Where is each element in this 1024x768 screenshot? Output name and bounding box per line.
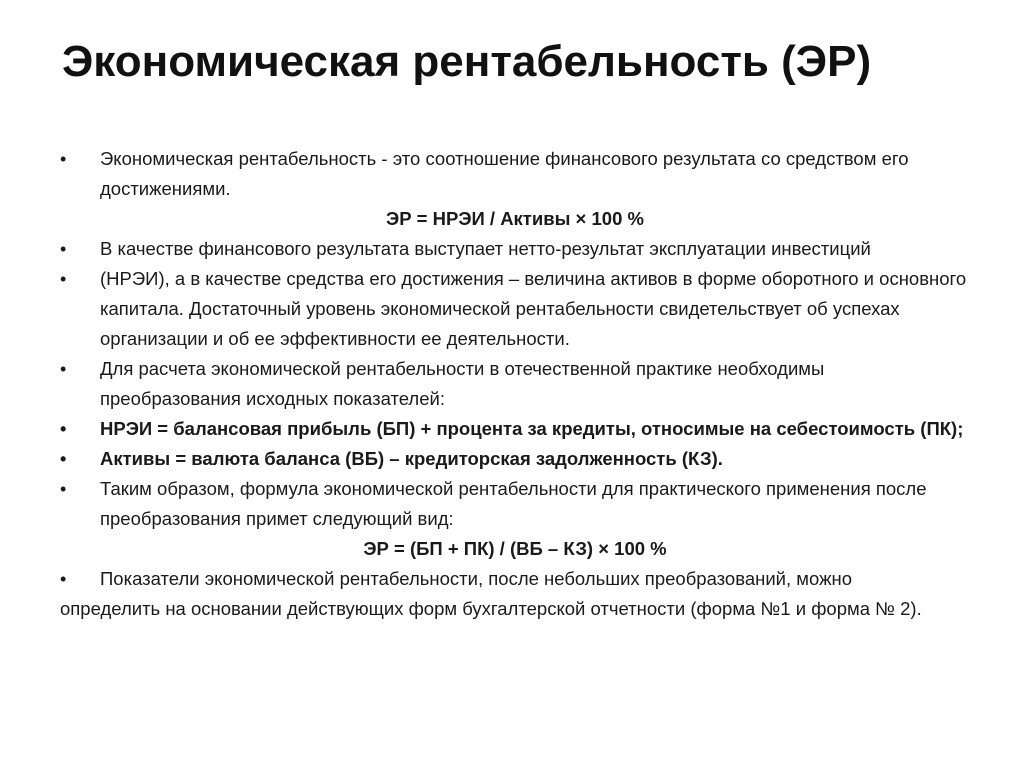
bullet-dot-icon: •	[60, 149, 67, 169]
bullet-text: Таким образом, формула экономической рентабельности для практического применения после преобразования примет следующий вид:	[100, 478, 927, 529]
bullet-text: В качестве финансового результата выступает нетто-результат эксплуатации инвестиций	[100, 238, 871, 259]
bullet-text: (НРЭИ), а в качестве средства его достижения – величина активов в форме оборотного и основного капитала. Достаточный уровень экономической рентабельности свидетельствует об успехах организации и об ее эффективности ее деятельности.	[100, 268, 967, 349]
bullet-dot-icon: •	[60, 359, 67, 379]
formula: ЭР = (БП + ПК) / (ВБ – КЗ) × 100 %	[363, 538, 667, 559]
bullet-dot-icon: •	[60, 449, 67, 469]
bullet-item	[60, 264, 970, 354]
bullet-item	[60, 144, 970, 204]
bullet-item	[60, 444, 970, 474]
slide-body	[60, 144, 970, 624]
bullet-item	[60, 564, 970, 594]
bullet-dot-icon: •	[60, 239, 67, 259]
bullet-item	[60, 474, 970, 534]
paragraph: определить на основании действующих форм бухгалтерской отчетности (форма №1 и форма № 2).	[60, 598, 922, 619]
bullet-item	[60, 234, 970, 264]
bullet-dot-icon: •	[60, 569, 67, 589]
formula: ЭР = НРЭИ / Активы × 100 %	[386, 208, 644, 229]
slide-title: Экономическая рентабельность (ЭР)	[62, 37, 872, 86]
bullet-text: Для расчета экономической рентабельности в отечественной практике необходимы преобразования исходных показателей:	[100, 358, 825, 409]
bullet-item	[60, 354, 970, 414]
bullet-item	[60, 414, 970, 444]
bullet-text: НРЭИ = балансовая прибыль (БП) + процента за кредиты, относимые на себестоимость (ПК);	[100, 418, 964, 439]
bullet-text: Активы = валюта баланса (ВБ) – кредиторская задолженность (КЗ).	[100, 448, 723, 469]
bullet-text: Показатели экономической рентабельности, после небольших преобразований, можно	[100, 568, 852, 589]
bullet-dot-icon: •	[60, 269, 67, 289]
bullet-text: Экономическая рентабельность - это соотношение финансового результата со средством его достижениями.	[100, 148, 909, 199]
bullet-dot-icon: •	[60, 479, 67, 499]
bullet-dot-icon: •	[60, 419, 67, 439]
